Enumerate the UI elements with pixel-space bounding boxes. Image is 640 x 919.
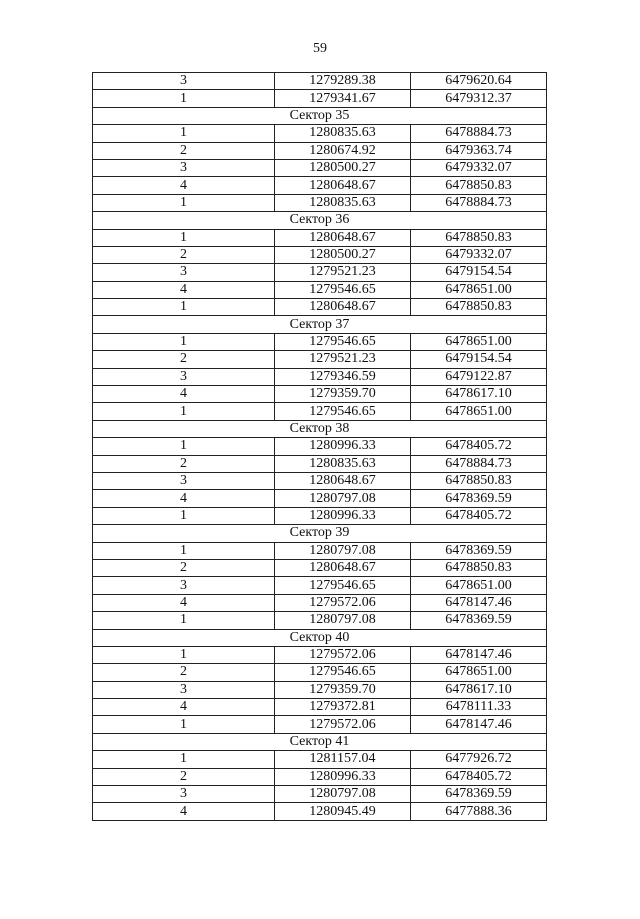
table-row (93, 559, 547, 576)
table-row (93, 229, 547, 246)
sector-header-row (93, 212, 547, 229)
x-coordinate-cell: 1280648.67 (275, 299, 411, 316)
y-coordinate-cell: 6478405.72 (411, 438, 547, 455)
x-coordinate-cell: 1279359.70 (275, 386, 411, 403)
table-row (93, 194, 547, 211)
y-coordinate-cell: 6478651.00 (411, 577, 547, 594)
point-number-cell: 1 (93, 646, 275, 663)
x-coordinate-cell: 1279546.65 (275, 403, 411, 420)
y-coordinate-cell: 6477888.36 (411, 803, 547, 820)
coordinates-table (92, 72, 547, 821)
y-coordinate-cell: 6478850.83 (411, 559, 547, 576)
sector-header-row (93, 420, 547, 437)
table-row (93, 368, 547, 385)
x-coordinate-cell: 1280500.27 (275, 159, 411, 176)
point-number-cell: 3 (93, 159, 275, 176)
y-coordinate-cell: 6478651.00 (411, 281, 547, 298)
y-coordinate-cell: 6478884.73 (411, 455, 547, 472)
sector-label: Сектор 37 (93, 316, 547, 333)
sector-label: Сектор 35 (93, 107, 547, 124)
coordinates-table-body (93, 73, 547, 821)
point-number-cell: 1 (93, 716, 275, 733)
table-row (93, 386, 547, 403)
sector-label: Сектор 41 (93, 733, 547, 750)
point-number-cell: 4 (93, 699, 275, 716)
sector-label: Сектор 36 (93, 212, 547, 229)
y-coordinate-cell: 6478369.59 (411, 542, 547, 559)
point-number-cell: 2 (93, 664, 275, 681)
point-number-cell: 1 (93, 751, 275, 768)
table-row (93, 299, 547, 316)
table-row (93, 490, 547, 507)
y-coordinate-cell: 6478111.33 (411, 699, 547, 716)
point-number-cell: 2 (93, 142, 275, 159)
point-number-cell: 2 (93, 559, 275, 576)
page-number: 59 (313, 41, 327, 56)
table-row (93, 786, 547, 803)
table-row (93, 73, 547, 90)
y-coordinate-cell: 6478850.83 (411, 177, 547, 194)
point-number-cell: 2 (93, 351, 275, 368)
point-number-cell: 1 (93, 333, 275, 350)
x-coordinate-cell: 1280945.49 (275, 803, 411, 820)
point-number-cell: 1 (93, 125, 275, 142)
point-number-cell: 1 (93, 194, 275, 211)
table-row (93, 716, 547, 733)
y-coordinate-cell: 6478850.83 (411, 472, 547, 489)
point-number-cell: 4 (93, 177, 275, 194)
table-row (93, 142, 547, 159)
table-row (93, 90, 547, 107)
x-coordinate-cell: 1279521.23 (275, 264, 411, 281)
y-coordinate-cell: 6479154.54 (411, 264, 547, 281)
table-row (93, 699, 547, 716)
y-coordinate-cell: 6478147.46 (411, 594, 547, 611)
x-coordinate-cell: 1279572.06 (275, 646, 411, 663)
x-coordinate-cell: 1280797.08 (275, 786, 411, 803)
x-coordinate-cell: 1279521.23 (275, 351, 411, 368)
point-number-cell: 2 (93, 455, 275, 472)
table-row (93, 264, 547, 281)
x-coordinate-cell: 1279572.06 (275, 716, 411, 733)
table-row (93, 455, 547, 472)
table-row (93, 646, 547, 663)
point-number-cell: 4 (93, 281, 275, 298)
point-number-cell: 1 (93, 507, 275, 524)
x-coordinate-cell: 1279572.06 (275, 594, 411, 611)
x-coordinate-cell: 1280835.63 (275, 455, 411, 472)
sector-label: Сектор 40 (93, 629, 547, 646)
point-number-cell: 3 (93, 368, 275, 385)
point-number-cell: 2 (93, 768, 275, 785)
table-row (93, 125, 547, 142)
point-number-cell: 2 (93, 246, 275, 263)
x-coordinate-cell: 1280648.67 (275, 472, 411, 489)
y-coordinate-cell: 6479332.07 (411, 159, 547, 176)
point-number-cell: 1 (93, 229, 275, 246)
y-coordinate-cell: 6478405.72 (411, 768, 547, 785)
table-row (93, 177, 547, 194)
point-number-cell: 4 (93, 803, 275, 820)
point-number-cell: 4 (93, 490, 275, 507)
y-coordinate-cell: 6478850.83 (411, 299, 547, 316)
y-coordinate-cell: 6477926.72 (411, 751, 547, 768)
x-coordinate-cell: 1280500.27 (275, 246, 411, 263)
y-coordinate-cell: 6478369.59 (411, 490, 547, 507)
x-coordinate-cell: 1280996.33 (275, 507, 411, 524)
x-coordinate-cell: 1279546.65 (275, 333, 411, 350)
point-number-cell: 3 (93, 264, 275, 281)
sector-header-row (93, 525, 547, 542)
y-coordinate-cell: 6479332.07 (411, 246, 547, 263)
point-number-cell: 3 (93, 577, 275, 594)
y-coordinate-cell: 6478405.72 (411, 507, 547, 524)
y-coordinate-cell: 6479620.64 (411, 73, 547, 90)
x-coordinate-cell: 1279546.65 (275, 664, 411, 681)
point-number-cell: 1 (93, 438, 275, 455)
sector-label: Сектор 38 (93, 420, 547, 437)
table-row (93, 351, 547, 368)
point-number-cell: 3 (93, 472, 275, 489)
table-row (93, 438, 547, 455)
table-row (93, 664, 547, 681)
x-coordinate-cell: 1280648.67 (275, 177, 411, 194)
table-row (93, 542, 547, 559)
y-coordinate-cell: 6478651.00 (411, 333, 547, 350)
x-coordinate-cell: 1280648.67 (275, 229, 411, 246)
sector-header-row (93, 733, 547, 750)
y-coordinate-cell: 6478884.73 (411, 194, 547, 211)
y-coordinate-cell: 6478651.00 (411, 664, 547, 681)
y-coordinate-cell: 6478884.73 (411, 125, 547, 142)
table-row (93, 577, 547, 594)
sector-header-row (93, 629, 547, 646)
x-coordinate-cell: 1280797.08 (275, 612, 411, 629)
y-coordinate-cell: 6478617.10 (411, 681, 547, 698)
x-coordinate-cell: 1279546.65 (275, 577, 411, 594)
x-coordinate-cell: 1279341.67 (275, 90, 411, 107)
point-number-cell: 4 (93, 386, 275, 403)
y-coordinate-cell: 6479363.74 (411, 142, 547, 159)
x-coordinate-cell: 1280835.63 (275, 125, 411, 142)
table-row (93, 333, 547, 350)
table-row (93, 472, 547, 489)
y-coordinate-cell: 6478147.46 (411, 646, 547, 663)
table-row (93, 768, 547, 785)
x-coordinate-cell: 1280674.92 (275, 142, 411, 159)
point-number-cell: 1 (93, 612, 275, 629)
sector-label: Сектор 39 (93, 525, 547, 542)
y-coordinate-cell: 6478147.46 (411, 716, 547, 733)
x-coordinate-cell: 1280996.33 (275, 438, 411, 455)
x-coordinate-cell: 1279546.65 (275, 281, 411, 298)
y-coordinate-cell: 6478369.59 (411, 612, 547, 629)
point-number-cell: 1 (93, 299, 275, 316)
table-row (93, 507, 547, 524)
table-row (93, 246, 547, 263)
table-row (93, 594, 547, 611)
x-coordinate-cell: 1280797.08 (275, 542, 411, 559)
point-number-cell: 3 (93, 681, 275, 698)
table-row (93, 403, 547, 420)
table-row (93, 281, 547, 298)
x-coordinate-cell: 1281157.04 (275, 751, 411, 768)
sector-header-row (93, 107, 547, 124)
point-number-cell: 4 (93, 594, 275, 611)
table-row (93, 803, 547, 820)
x-coordinate-cell: 1279372.81 (275, 699, 411, 716)
point-number-cell: 1 (93, 403, 275, 420)
x-coordinate-cell: 1279359.70 (275, 681, 411, 698)
sector-header-row (93, 316, 547, 333)
x-coordinate-cell: 1279346.59 (275, 368, 411, 385)
x-coordinate-cell: 1280797.08 (275, 490, 411, 507)
y-coordinate-cell: 6479154.54 (411, 351, 547, 368)
y-coordinate-cell: 6479312.37 (411, 90, 547, 107)
x-coordinate-cell: 1280648.67 (275, 559, 411, 576)
table-row (93, 681, 547, 698)
table-row (93, 612, 547, 629)
x-coordinate-cell: 1280996.33 (275, 768, 411, 785)
y-coordinate-cell: 6478651.00 (411, 403, 547, 420)
point-number-cell: 3 (93, 786, 275, 803)
y-coordinate-cell: 6479122.87 (411, 368, 547, 385)
point-number-cell: 1 (93, 542, 275, 559)
x-coordinate-cell: 1280835.63 (275, 194, 411, 211)
table-row (93, 159, 547, 176)
x-coordinate-cell: 1279289.38 (275, 73, 411, 90)
point-number-cell: 1 (93, 90, 275, 107)
point-number-cell: 3 (93, 73, 275, 90)
table-row (93, 751, 547, 768)
y-coordinate-cell: 6478850.83 (411, 229, 547, 246)
y-coordinate-cell: 6478369.59 (411, 786, 547, 803)
y-coordinate-cell: 6478617.10 (411, 386, 547, 403)
